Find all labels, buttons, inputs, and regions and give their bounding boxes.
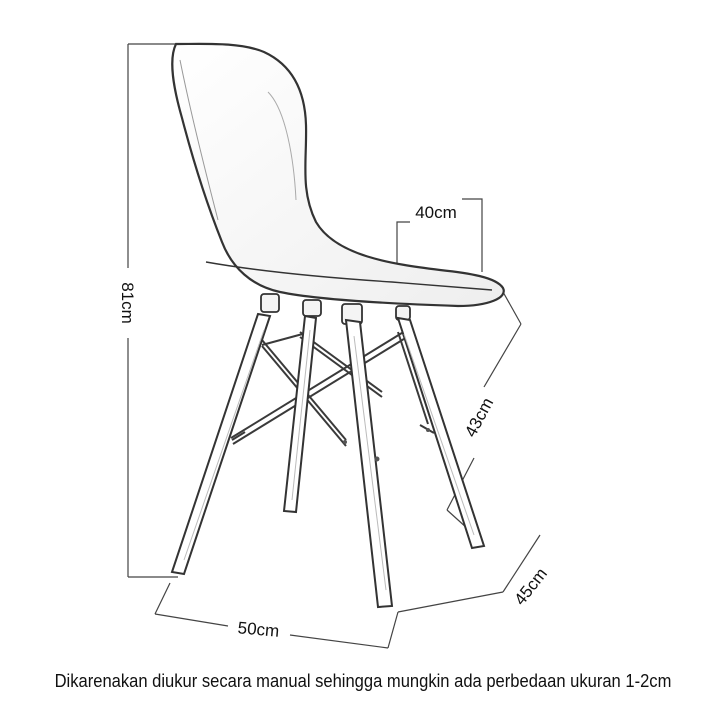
leg-grain — [184, 330, 474, 590]
bolts — [343, 428, 430, 462]
seat-depth-label: 40cm — [415, 203, 457, 222]
seat-height-label: 43cm — [460, 394, 498, 441]
chair-shell — [172, 44, 504, 306]
width-label: 50cm — [236, 618, 281, 641]
measurement-disclaimer: Dikarenakan diukur secara manual sehingga mungkin ada perbedaan ukuran 1-2cm — [54, 671, 672, 691]
cross-rods — [231, 328, 434, 446]
depth-label: 45cm — [510, 564, 551, 609]
height-label: 81cm — [118, 282, 137, 324]
